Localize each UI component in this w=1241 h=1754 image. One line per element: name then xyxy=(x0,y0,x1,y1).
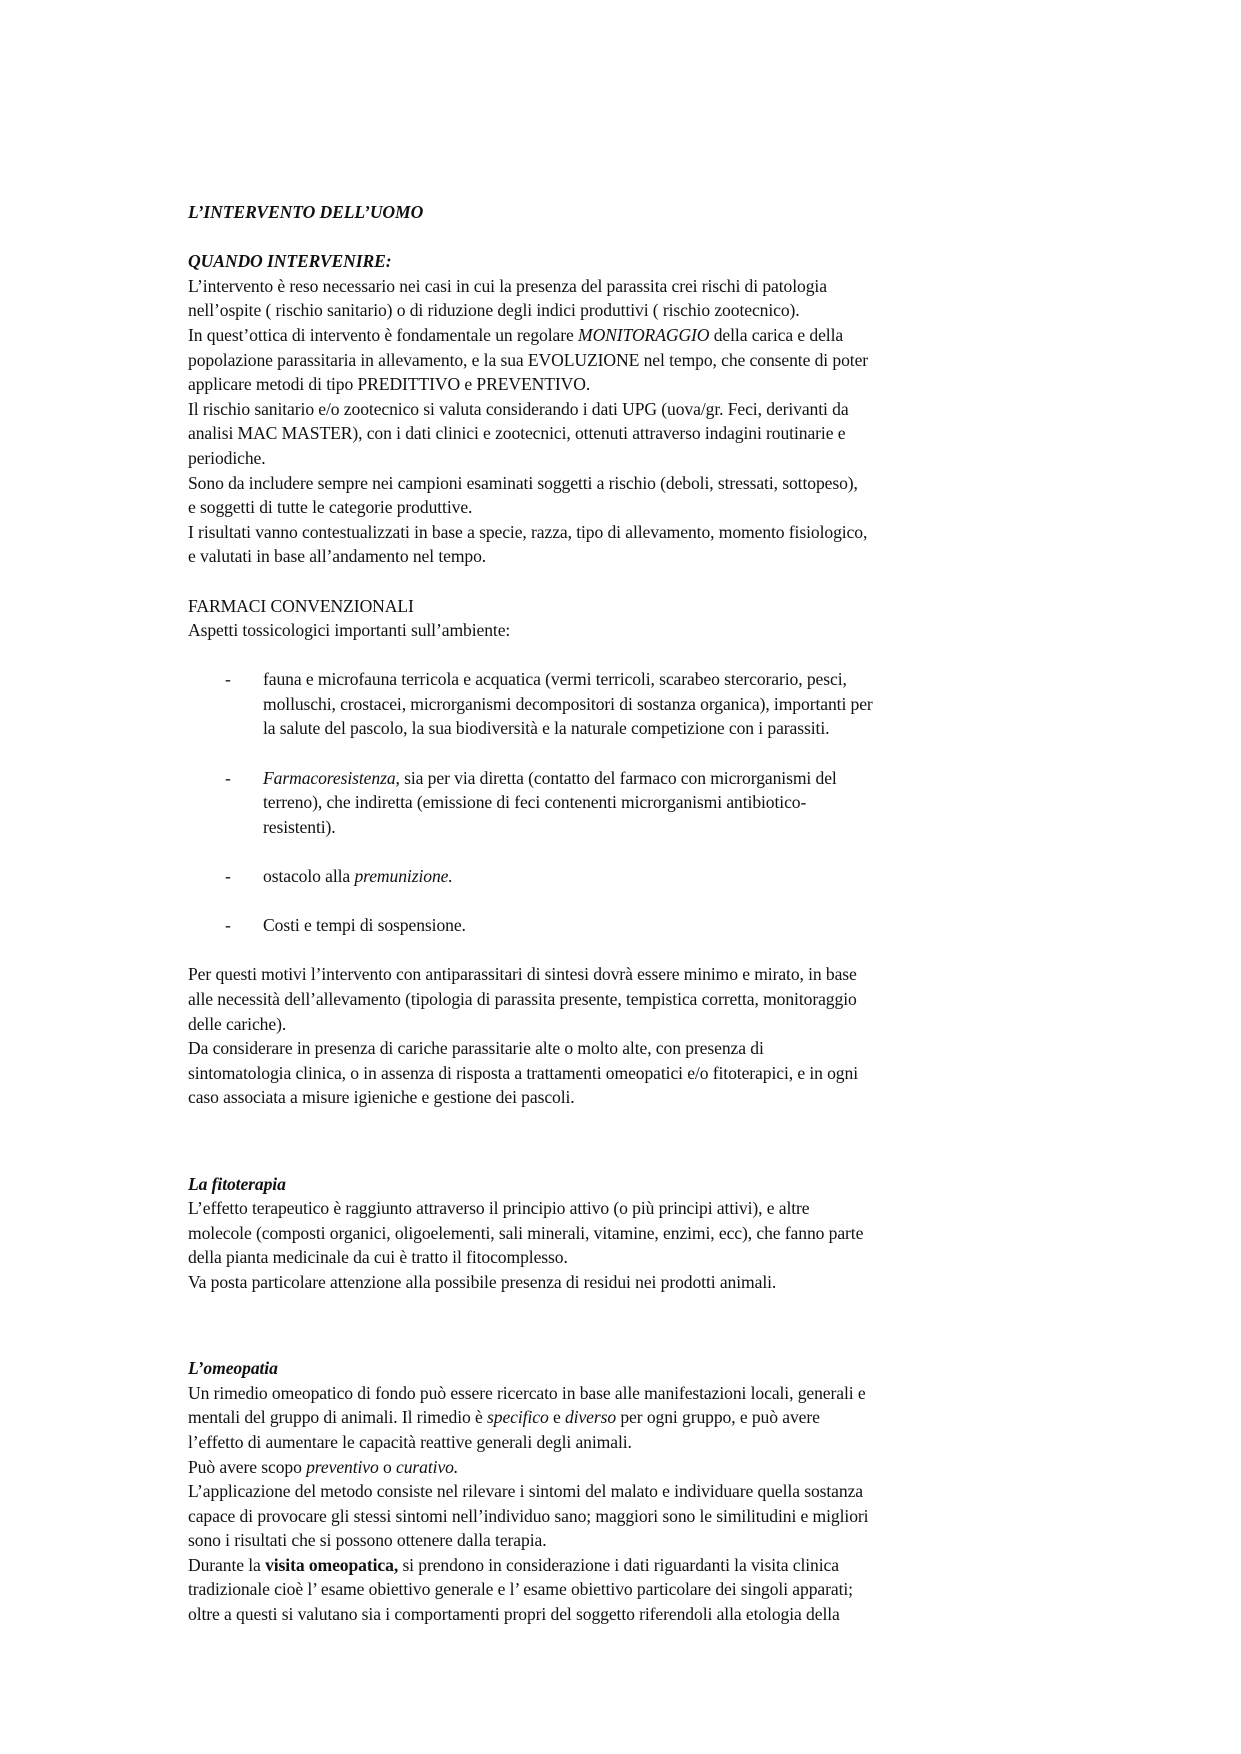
paragraph-line: popolazione parassitaria in allevamento, e la sua EVOLUZIONE nel tempo, che consente di poter xyxy=(188,349,869,370)
text-run: si prendono in considerazione i dati riguardanti la visita clinica xyxy=(398,1554,839,1575)
emphasis-premunizione: premunizione. xyxy=(354,866,453,887)
paragraph-line: e valutati in base all’andamento nel tempo. xyxy=(188,546,487,567)
paragraph-line: della pianta medicinale da cui è tratto il fitocomplesso. xyxy=(188,1247,568,1268)
paragraph-line: delle cariche). xyxy=(188,1013,287,1034)
paragraph-line: L’intervento è reso necessario nei casi in cui la presenza del parassita crei rischi di patologia xyxy=(188,275,827,296)
paragraph-line xyxy=(188,1455,1068,1480)
paragraph-line xyxy=(188,323,1068,348)
paragraph-line: Aspetti tossicologici importanti sull’ambiente: xyxy=(188,620,511,641)
section-heading: La fitoterapia xyxy=(188,1173,286,1194)
emphasis-specifico: specifico xyxy=(487,1407,549,1428)
paragraph-line: e soggetti di tutte le categorie produttive. xyxy=(188,497,473,518)
paragraph-line: Da considerare in presenza di cariche parassitarie alte o molto alte, con presenza di xyxy=(188,1038,764,1059)
paragraph-line: I risultati vanno contestualizzati in base a specie, razza, tipo di allevamento, momento fisiologico, xyxy=(188,521,868,542)
emphasis-preventivo: preventivo xyxy=(306,1456,379,1477)
list-item xyxy=(188,913,1068,938)
paragraph-line xyxy=(188,1405,1068,1430)
paragraph-line: sintomatologia clinica, o in assenza di risposta a trattamenti omeopatici e/o fitoterapici, e in ogni xyxy=(188,1062,858,1083)
paragraph-line: Va posta particolare attenzione alla possibile presenza di residui nei prodotti animali. xyxy=(188,1271,777,1292)
list-item-line: Costi e tempi di sospensione. xyxy=(263,915,466,936)
emphasis-monitoraggio: MONITORAGGIO xyxy=(578,324,710,345)
text-run: , sia per via diretta (contatto del farmaco con microrganismi del xyxy=(395,767,837,788)
paragraph-line: L’effetto terapeutico è raggiunto attraverso il principio attivo (o più principi attivi), e altre xyxy=(188,1198,810,1219)
section-heading: QUANDO INTERVENIRE: xyxy=(188,251,392,272)
section-heading: FARMACI CONVENZIONALI xyxy=(188,595,414,616)
section-conventional-drugs xyxy=(188,594,1068,1110)
list-item-line: fauna e microfauna terricola e acquatica (vermi terricoli, scarabeo stercorario, pesci, xyxy=(263,669,847,690)
paragraph-line: molecole (composti organici, oligoelementi, sali minerali, vitamine, enzimi, ecc), che fanno parte xyxy=(188,1222,864,1243)
paragraph-line: periodiche. xyxy=(188,447,266,468)
text-run: ostacolo alla xyxy=(263,866,355,887)
paragraph-line: oltre a questi si valutano sia i comportamenti propri del soggetto riferendoli alla etologia della xyxy=(188,1604,840,1625)
bullet-dash: - xyxy=(225,669,231,690)
paragraph-line: Sono da includere sempre nei campioni esaminati soggetti a rischio (deboli, stressati, sottopeso), xyxy=(188,472,858,493)
paragraph-line: Un rimedio omeopatico di fondo può essere ricercato in base alle manifestazioni locali, generali e xyxy=(188,1382,866,1403)
text-run: e xyxy=(548,1407,565,1428)
paragraph-line: capace di provocare gli stessi sintomi nell’individuo sano; maggiori sono le similitudini e migliori xyxy=(188,1505,869,1526)
paragraph-line: L’applicazione del metodo consiste nel rilevare i sintomi del malato e individuare quella sostanza xyxy=(188,1481,863,1502)
paragraph-line: l’effetto di aumentare le capacità reattive generali degli animali. xyxy=(188,1431,632,1452)
paragraph-line: caso associata a misure igieniche e gestione dei pascoli. xyxy=(188,1087,575,1108)
emphasis-curativo: curativo. xyxy=(396,1456,459,1477)
text-run: mentali del gruppo di animali. Il rimedio è xyxy=(188,1407,488,1428)
list-item-line: terreno), che indiretta (emissione di feci contenenti microrganismi antibiotico- xyxy=(263,792,807,813)
bullet-list xyxy=(188,667,1068,938)
bullet-dash: - xyxy=(225,767,231,788)
list-item-line: la salute del pascolo, la sua biodiversità e la naturale competizione con i parassiti. xyxy=(263,718,830,739)
text-run: Può avere scopo xyxy=(188,1456,307,1477)
paragraph-line: alle necessità dell’allevamento (tipologia di parassita presente, tempistica corretta, monitoraggio xyxy=(188,989,857,1009)
section-homeopathy xyxy=(188,1356,1068,1627)
bullet-dash: - xyxy=(225,866,231,887)
text-run: per ogni gruppo, e può avere xyxy=(616,1407,820,1428)
list-item-line: resistenti). xyxy=(263,816,336,837)
list-item-line: molluschi, crostacei, microrganismi decompositori di sostanza organica), importanti per xyxy=(263,693,873,714)
strong-visita-omeopatica: visita omeopatica, xyxy=(265,1554,399,1575)
bullet-dash: - xyxy=(225,915,231,936)
paragraph-line: sono i risultati che si possono ottenere dalla terapia. xyxy=(188,1530,547,1551)
emphasis-farmacoresistenza: Farmacoresistenza xyxy=(263,767,396,788)
paragraph-line: nell’ospite ( rischio sanitario) o di riduzione degli indici produttivi ( rischio zootecnico). xyxy=(188,300,800,321)
text-run: della carica e della xyxy=(709,324,844,345)
paragraph-line: Per questi motivi l’intervento con antiparassitari di sintesi dovrà essere minimo e mirato, in base xyxy=(188,964,857,985)
document-title: L’INTERVENTO DELL’UOMO xyxy=(188,202,424,222)
paragraph-line: tradizionale cioè l’ esame obiettivo generale e l’ esame obiettivo particolare dei singoli apparati; xyxy=(188,1579,853,1600)
list-item-line xyxy=(263,864,1068,889)
paragraph-line: Il rischio sanitario e/o zootecnico si valuta considerando i dati UPG (uova/gr. Feci, derivanti da xyxy=(188,398,849,419)
section-heading: L’omeopatia xyxy=(188,1358,278,1379)
paragraph-line: applicare metodi di tipo PREDITTIVO e PREVENTIVO. xyxy=(188,374,591,395)
text-run: Durante la xyxy=(188,1554,266,1575)
emphasis-diverso: diverso xyxy=(564,1407,617,1428)
list-item xyxy=(188,864,1068,889)
paragraph-line xyxy=(188,1553,1068,1578)
list-item-line xyxy=(263,766,1068,791)
text-run: o xyxy=(378,1456,397,1477)
section-when-to-intervene xyxy=(188,249,1068,569)
document-page xyxy=(188,200,1068,1627)
paragraph-line: analisi MAC MASTER), con i dati clinici e zootecnici, ottenuti attraverso indagini routinarie e xyxy=(188,423,846,444)
list-item xyxy=(188,667,1068,741)
text-run: In quest’ottica di intervento è fondamentale un regolare xyxy=(188,324,579,345)
section-phytotherapy xyxy=(188,1172,1068,1295)
list-item xyxy=(188,766,1068,840)
